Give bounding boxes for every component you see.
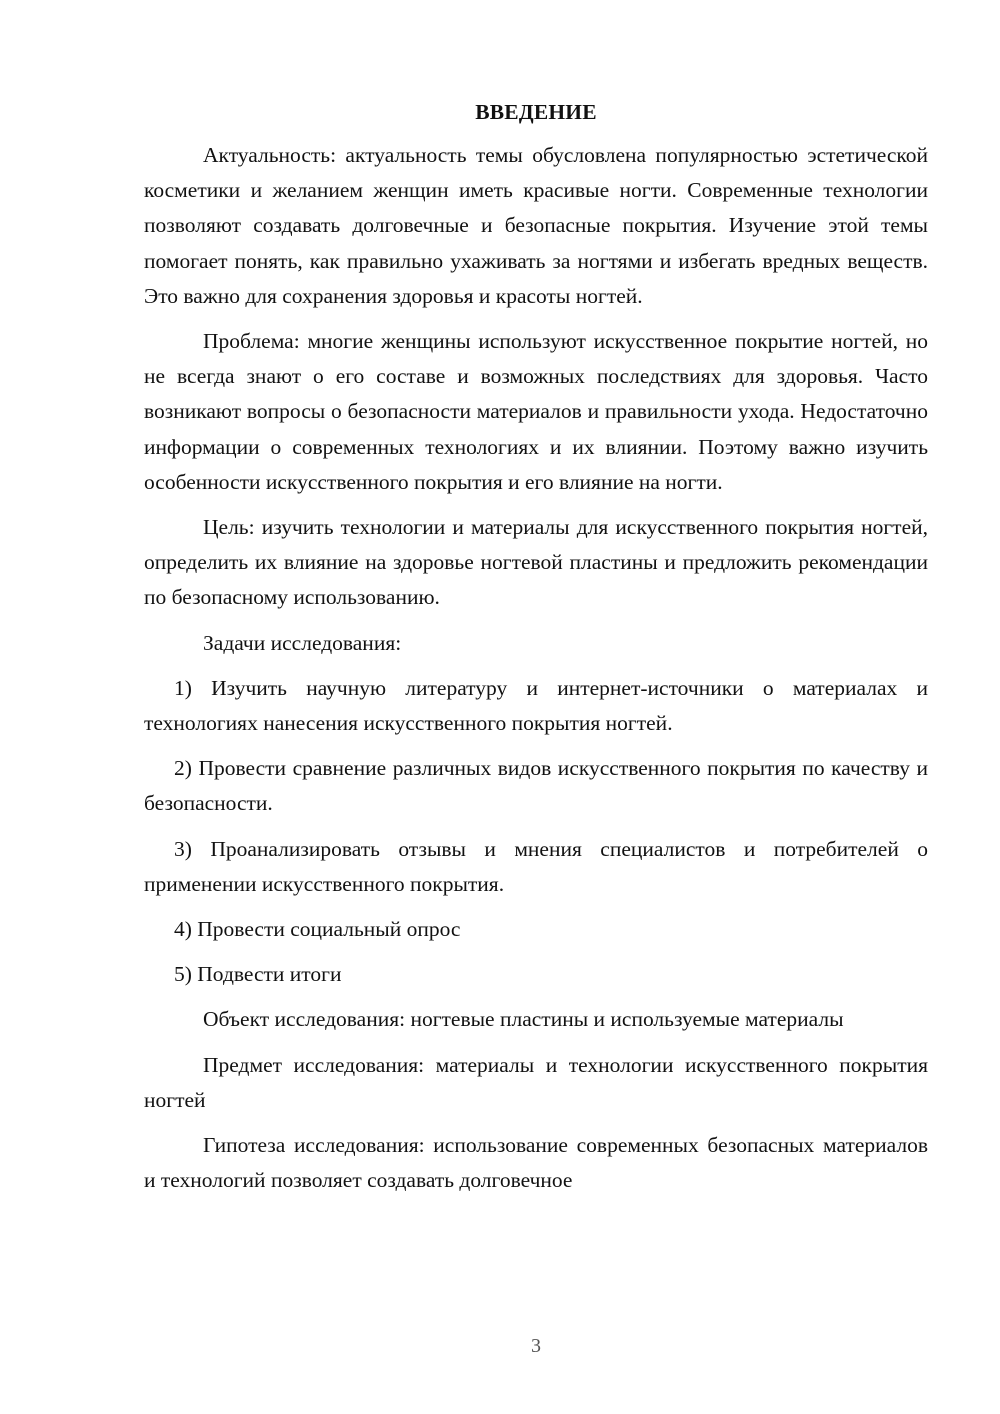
hypothesis-paragraph: Гипотеза исследования: использование современных безопасных материалов и технологий позволяет создавать долговечное <box>144 1133 928 1193</box>
task-item-5: 5) Подвести итоги <box>174 962 342 987</box>
section-heading: ВВЕДЕНИЕ <box>475 100 597 124</box>
task-item-3: 3) Проанализировать отзывы и мнения специалистов и потребителей о применении искусственного покрытия. <box>144 836 928 896</box>
task-item-1: 1) Изучить научную литературу и интернет-источники о материалах и технологиях нанесения искусственного покрытия ногтей. <box>144 675 928 736</box>
page-number: 3 <box>531 1335 541 1357</box>
goal-paragraph: Цель: изучить технологии и материалы для искусственного покрытия ногтей, определить их влияние на здоровье ногтевой пластины и предложить рекомендации по безопасному использованию. <box>144 515 928 610</box>
object-paragraph: Объект исследования: ногтевые пластины и используемые материалы <box>203 1007 844 1032</box>
page-content <box>144 96 928 1198</box>
problem-paragraph: Проблема: многие женщины используют искусственное покрытие ногтей, но не всегда знают о его составе и возможных последствиях для здоровья. Часто возникают вопросы о безопасности материалов и правильности ухода. Недостаточно информации о современных технологиях и их влиянии. Поэтому важно изучить особенности искусственного покрытия и его влияние на ногти. <box>144 329 928 494</box>
tasks-heading: Задачи исследования: <box>203 630 402 655</box>
subject-paragraph: Предмет исследования: материалы и технологии искусственного покрытия ногтей <box>144 1052 928 1112</box>
relevance-paragraph: Актуальность: актуальность темы обусловлена популярностью эстетической косметики и желанием женщин иметь красивые ногти. Современные технологии позволяют создавать долговечные и безопасные покрытия. Изучение этой темы помогает понять, как правильно ухаживать за ногтями и избегать вредных веществ. Это важно для сохранения здоровья и красоты ногтей. <box>144 143 928 308</box>
task-item-4: 4) Провести социальный опрос <box>174 917 461 942</box>
task-item-2: 2) Провести сравнение различных видов искусственного покрытия по качеству и безопасности. <box>144 756 928 816</box>
